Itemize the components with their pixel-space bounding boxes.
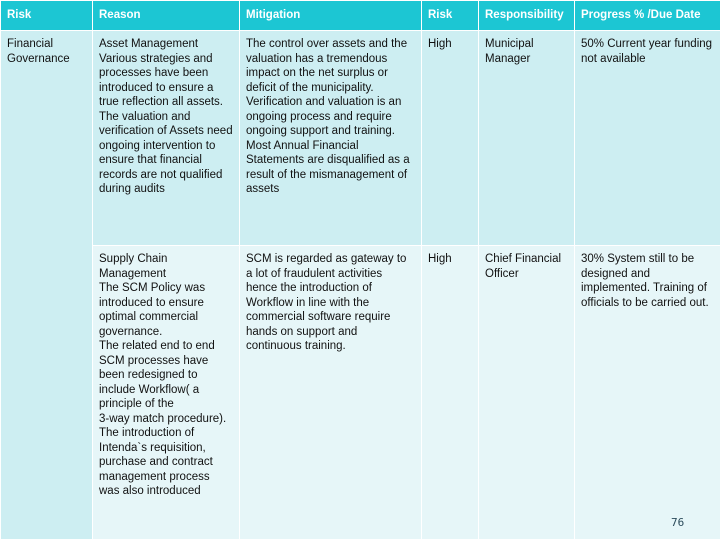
reason-title: Asset Management [99, 38, 199, 50]
table-row [1, 246, 720, 540]
reason-cell [93, 246, 240, 540]
header-reason: Reason [93, 1, 240, 31]
risk-rating-cell: High [422, 31, 479, 246]
table-row [1, 31, 720, 246]
risk-category-cell: Financial Governance [1, 31, 93, 540]
header-progress: Progress % /Due Date [575, 1, 720, 31]
header-responsibility: Responsibility [479, 1, 575, 31]
header-mitigation: Mitigation [240, 1, 422, 31]
progress-cell: 30% System still to be designed and implemented. Training of officials to be carried out. [575, 246, 720, 540]
responsibility-cell: Chief Financial Officer [479, 246, 575, 540]
reason-paragraph: 3-way match procedure). The introduction of Intenda`s requisition, purchase and contract management process was also introduced [99, 412, 227, 497]
risk-rating-cell: High [422, 246, 479, 540]
table-header-row [1, 1, 720, 31]
header-risk-rating: Risk [422, 1, 479, 31]
reason-paragraph: The related end to end SCM processes have been redesigned to include Workflow( a principle of the [99, 340, 215, 410]
page-number: 76 [671, 516, 685, 529]
progress-cell: 50% Current year funding not available [575, 31, 720, 246]
reason-title: Supply Chain Management [99, 253, 168, 280]
mitigation-cell: The control over assets and the valuation has a tremendous impact on the net surplus or deficit of the municipality. Verification and valuation is an ongoing process and require ongoing support and training. Most Annual Financial Statements are disqualified as a result of the mismanagement of assets [240, 31, 422, 246]
responsibility-cell: Municipal Manager [479, 31, 575, 246]
header-risk: Risk [1, 1, 93, 31]
reason-body: Various strategies and processes have been introduced to ensure a true reflection all assets. The valuation and verification of Assets need ongoing intervention to ensure that financial records are not qualified during audits [99, 52, 233, 195]
reason-paragraph: The SCM Policy was introduced to ensure optimal commercial governance. [99, 282, 206, 338]
reason-cell [93, 31, 240, 246]
mitigation-cell: SCM is regarded as gateway to a lot of fraudulent activities hence the introduction of Workflow in line with the commercial software require hands on support and continuous training. [240, 246, 422, 540]
